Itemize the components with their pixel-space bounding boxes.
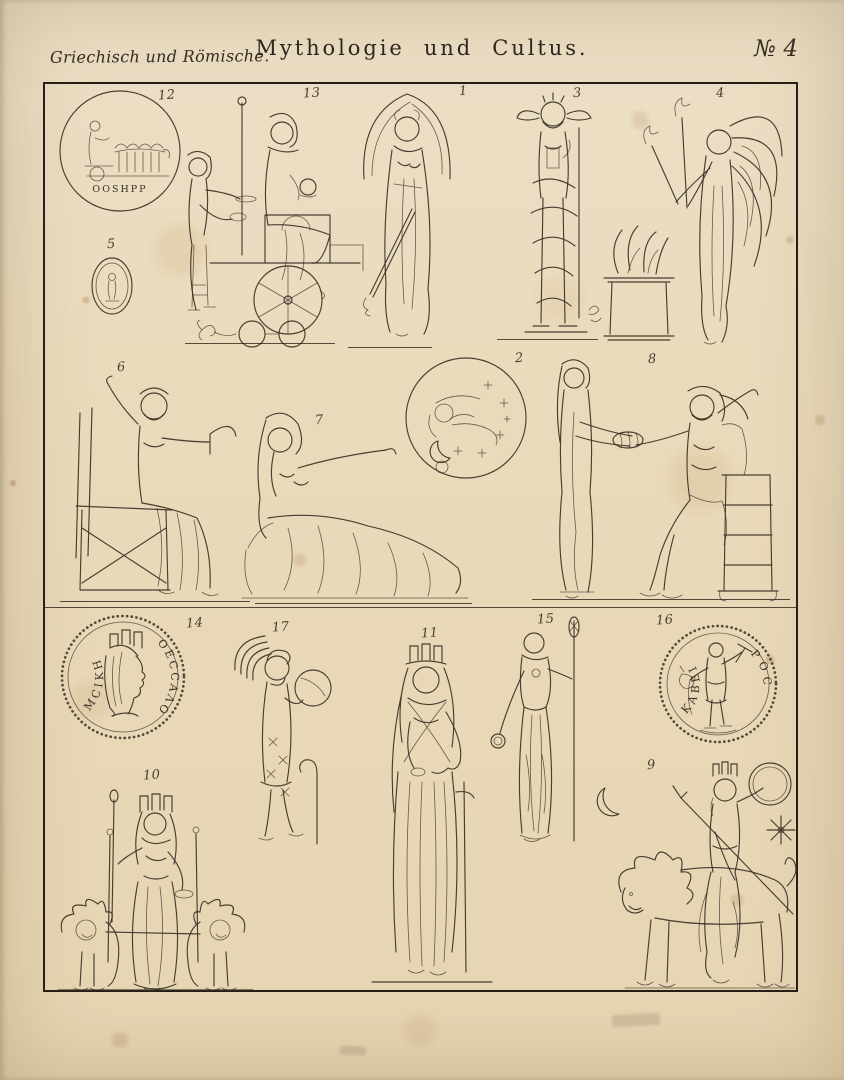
figure-14-coin-veiled-turreted-head (58, 612, 188, 742)
figure-13-goddess-with-child-on-chariot-and-attendant (170, 95, 365, 345)
section-divider-line (45, 607, 798, 608)
figure-number-14: 14 (185, 615, 205, 632)
plate-number: № 4 (754, 36, 798, 62)
pencil-smudge (612, 1013, 661, 1027)
svg-text:ΜϹΙΚΗ (81, 655, 106, 713)
figure-number-11: 11 (420, 625, 440, 642)
figure-10-cybele-enthroned-between-lions (48, 772, 263, 994)
figure-15-goddess-with-staff-and-ring (490, 615, 598, 850)
figure-number-2: 2 (514, 350, 525, 367)
figure-number-3: 3 (572, 85, 583, 102)
ground-line (348, 347, 432, 348)
coin-inscription-16-right: ΡΟϹ (748, 647, 774, 691)
coin-inscription-16-left: ΚΑΒΕΙ (678, 660, 703, 717)
coin-inscription-14-left: ΜϹΙΚΗ (81, 654, 107, 714)
figure-2-celestial-disc-with-stars (400, 355, 532, 487)
figure-number-1: 1 (458, 83, 469, 100)
series-label: Griechisch und Römische. (49, 46, 270, 67)
figure-number-12: 12 (157, 87, 177, 104)
figure-number-9: 9 (646, 757, 657, 774)
figure-number-7: 7 (314, 412, 325, 429)
figure-1-nyx-with-billowing-veil-and-torch (352, 84, 460, 346)
figure-8-saturn-seated-on-throne (630, 365, 780, 605)
figure-3-aion-entwined-by-serpent (503, 85, 605, 346)
figure-12-medallion-cart-drawn-by-lions (57, 88, 184, 215)
figure-number-4: 4 (715, 85, 726, 102)
figure-number-5: 5 (106, 236, 117, 253)
pencil-smudge (340, 1046, 366, 1056)
figure-number-10: 10 (142, 767, 162, 784)
figure-5-oval-gem-seated-figure (90, 255, 135, 317)
coin-inscription-12: OOSHPP (92, 184, 148, 195)
figure-number-17: 17 (271, 619, 291, 636)
figure-number-8: 8 (647, 351, 658, 368)
figure-11-enthroned-goddess-with-mural-crown (352, 632, 502, 990)
page-title: Mythologie und Cultus. (255, 36, 589, 60)
figure-number-6: 6 (116, 359, 127, 376)
figure-16-kabeiros-coin (656, 622, 781, 747)
scourge-and-spheres-detail (190, 316, 310, 350)
coin-inscription-14-right: ΟΕϹϹΑΛΟ (154, 636, 182, 719)
ground-line (255, 603, 472, 604)
figure-number-16: 16 (655, 612, 675, 629)
figure-number-15: 15 (536, 611, 556, 628)
figure-9-goddess-riding-lion (585, 742, 800, 992)
figure-4-winged-goddess-with-two-torches (630, 86, 795, 348)
svg-text:ΡΟϹ (748, 647, 774, 690)
figure-number-13: 13 (302, 85, 322, 102)
